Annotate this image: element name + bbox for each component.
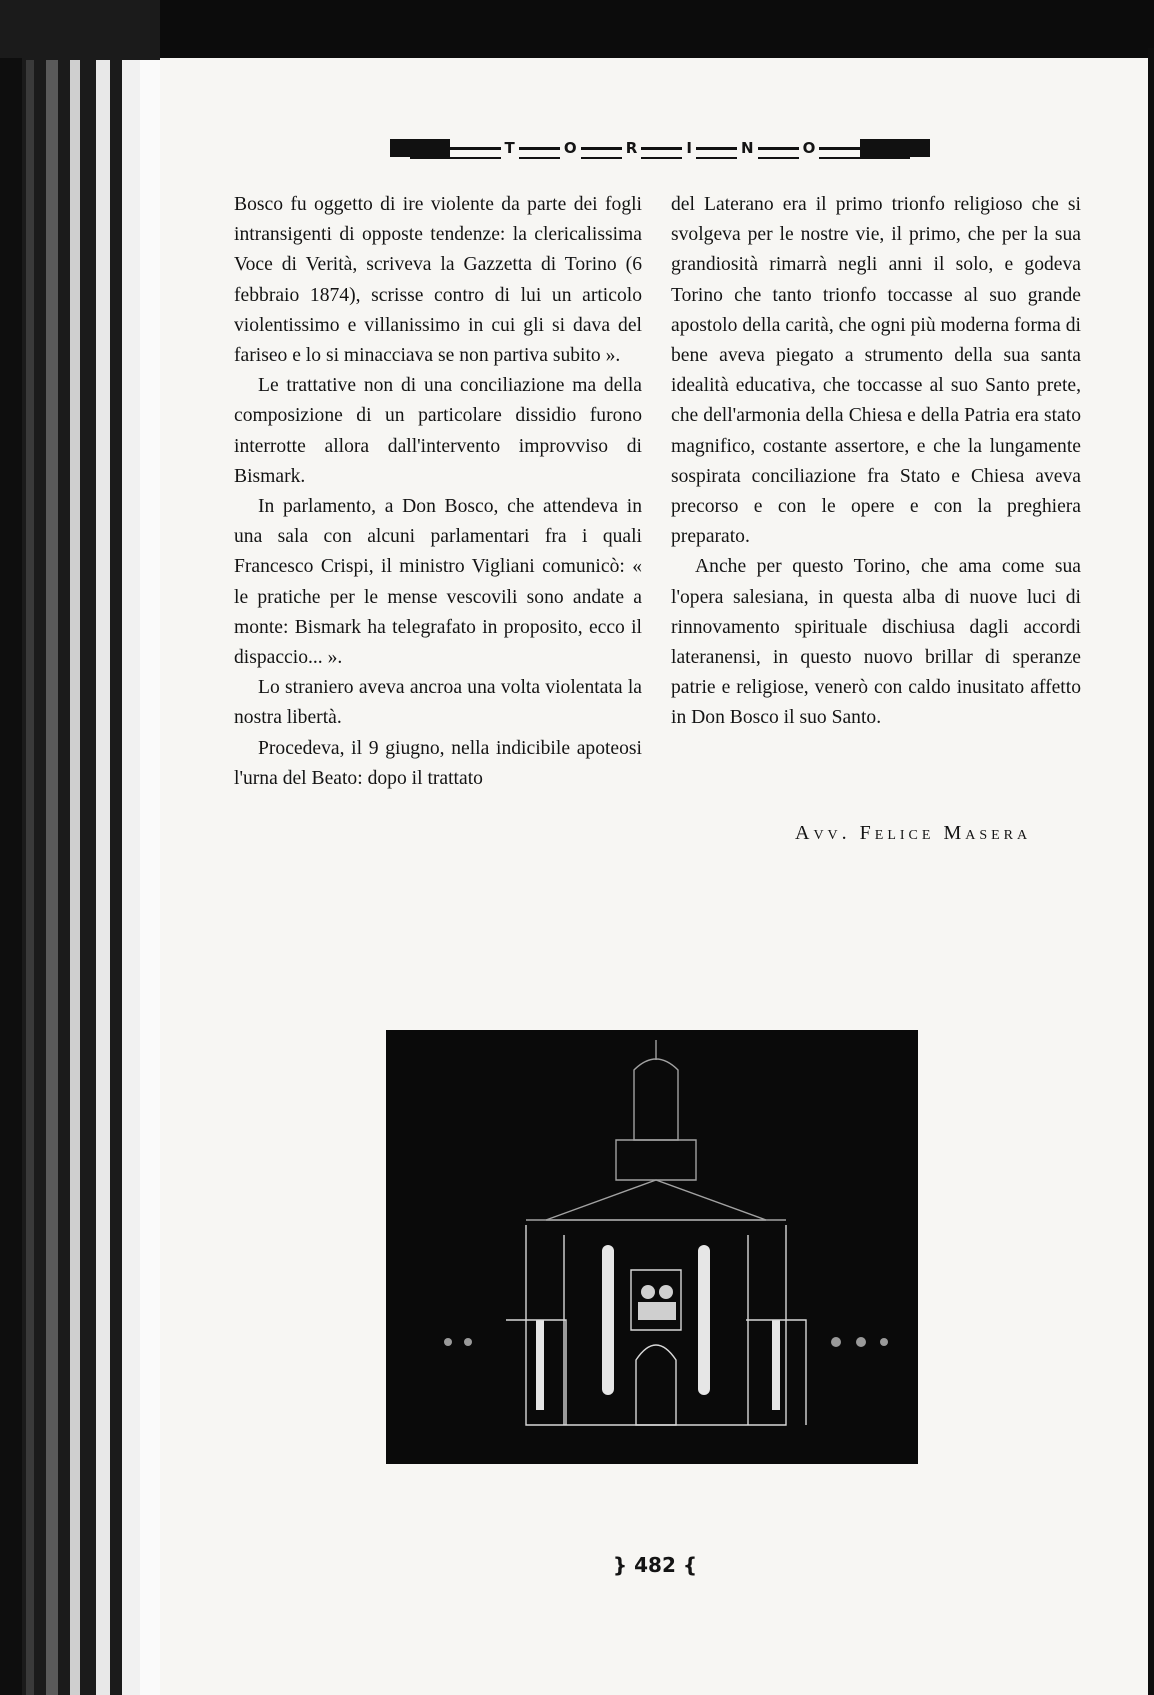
header-letter: O [799, 137, 820, 159]
page-number-footer [600, 1553, 710, 1577]
right-text-column [671, 190, 1081, 734]
paragraph: Le trattative non di una conciliazione ma della composizione di un particolare dissidio furono interrotte allora dall'intervento improvviso di Bismark. [234, 375, 642, 487]
header-letter: O [560, 137, 581, 159]
author-signature: Avv. Felice Masera [795, 822, 1032, 844]
page-number: 482 [634, 1553, 676, 1577]
header-ornament-left [390, 139, 450, 157]
running-header [390, 137, 930, 159]
church-facade-illustration [386, 1030, 918, 1464]
scan-right-border [1148, 48, 1154, 1695]
header-letter: T [501, 137, 519, 159]
paragraph: Procedeva, il 9 giugno, nella indicibile apoteosi l'urna del Beato: dopo il trattato [234, 737, 642, 789]
header-letter: R [622, 137, 642, 159]
page-number-ornament-left: } [612, 1553, 628, 1577]
header-ornament-right [860, 139, 930, 157]
scan-top-border [0, 0, 1154, 58]
header-title [480, 137, 840, 159]
header-letter: I [682, 137, 696, 159]
paragraph: Bosco fu oggetto di ire violente da parte dei fogli intransigenti di opposte tendenze: la clericalissima Voce di Verità, scriveva la Gazzetta di Torino (6 febbraio 1874), scrisse contro di lui un articolo violentissimo e villanissimo in cui gli si dava del fariseo e lo si minacciava se non partiva subito ». [234, 194, 642, 367]
left-text-column [234, 190, 642, 794]
header-letter: N [737, 137, 758, 159]
scan-left-border [0, 58, 22, 1695]
page-number-ornament-right: { [682, 1553, 698, 1577]
church-illumination-photo [386, 1030, 918, 1464]
paragraph: Lo straniero aveva ancroa una volta violentata la nostra libertà. [234, 677, 642, 729]
paragraph: Anche per questo Torino, che ama come sua l'opera salesiana, in questa alba di nuove luci di rinnovamento spirituale dischiusa dagli accordi lateranensi, in questo nuovo brillar di speranze patrie e religiose, venerò con caldo inusitato affetto in Don Bosco il suo Santo. [671, 556, 1081, 729]
book-spine-edge [0, 0, 160, 1695]
paragraph: del Laterano era il primo trionfo religioso che si svolgeva per le nostre vie, il primo, che per la sua grandiosità rimarrà negli anni il solo, e godeva Torino che tanto trionfo toccasse al suo grande apostolo della carità, che ogni più moderna forma di bene aveva piegato a strumento della sua santa idealità educativa, che toccasse al suo Santo prete, che dell'armonia della Chiesa e della Patria era stato magnifico, costante assertore, e che la lungamente sospirata conciliazione fra Stato e Chiesa aveva precorso e con le opere e con la preghiera preparato. [671, 194, 1081, 548]
paragraph: In parlamento, a Don Bosco, che attendeva in una sala con alcuni parlamentari fra i quali Francesco Crispi, il ministro Vigliani comunicò: « le pratiche per le mense vescovili sono andate a monte: Bismark ha telegrafato in proposito, ecco il dispaccio... ». [234, 496, 642, 669]
